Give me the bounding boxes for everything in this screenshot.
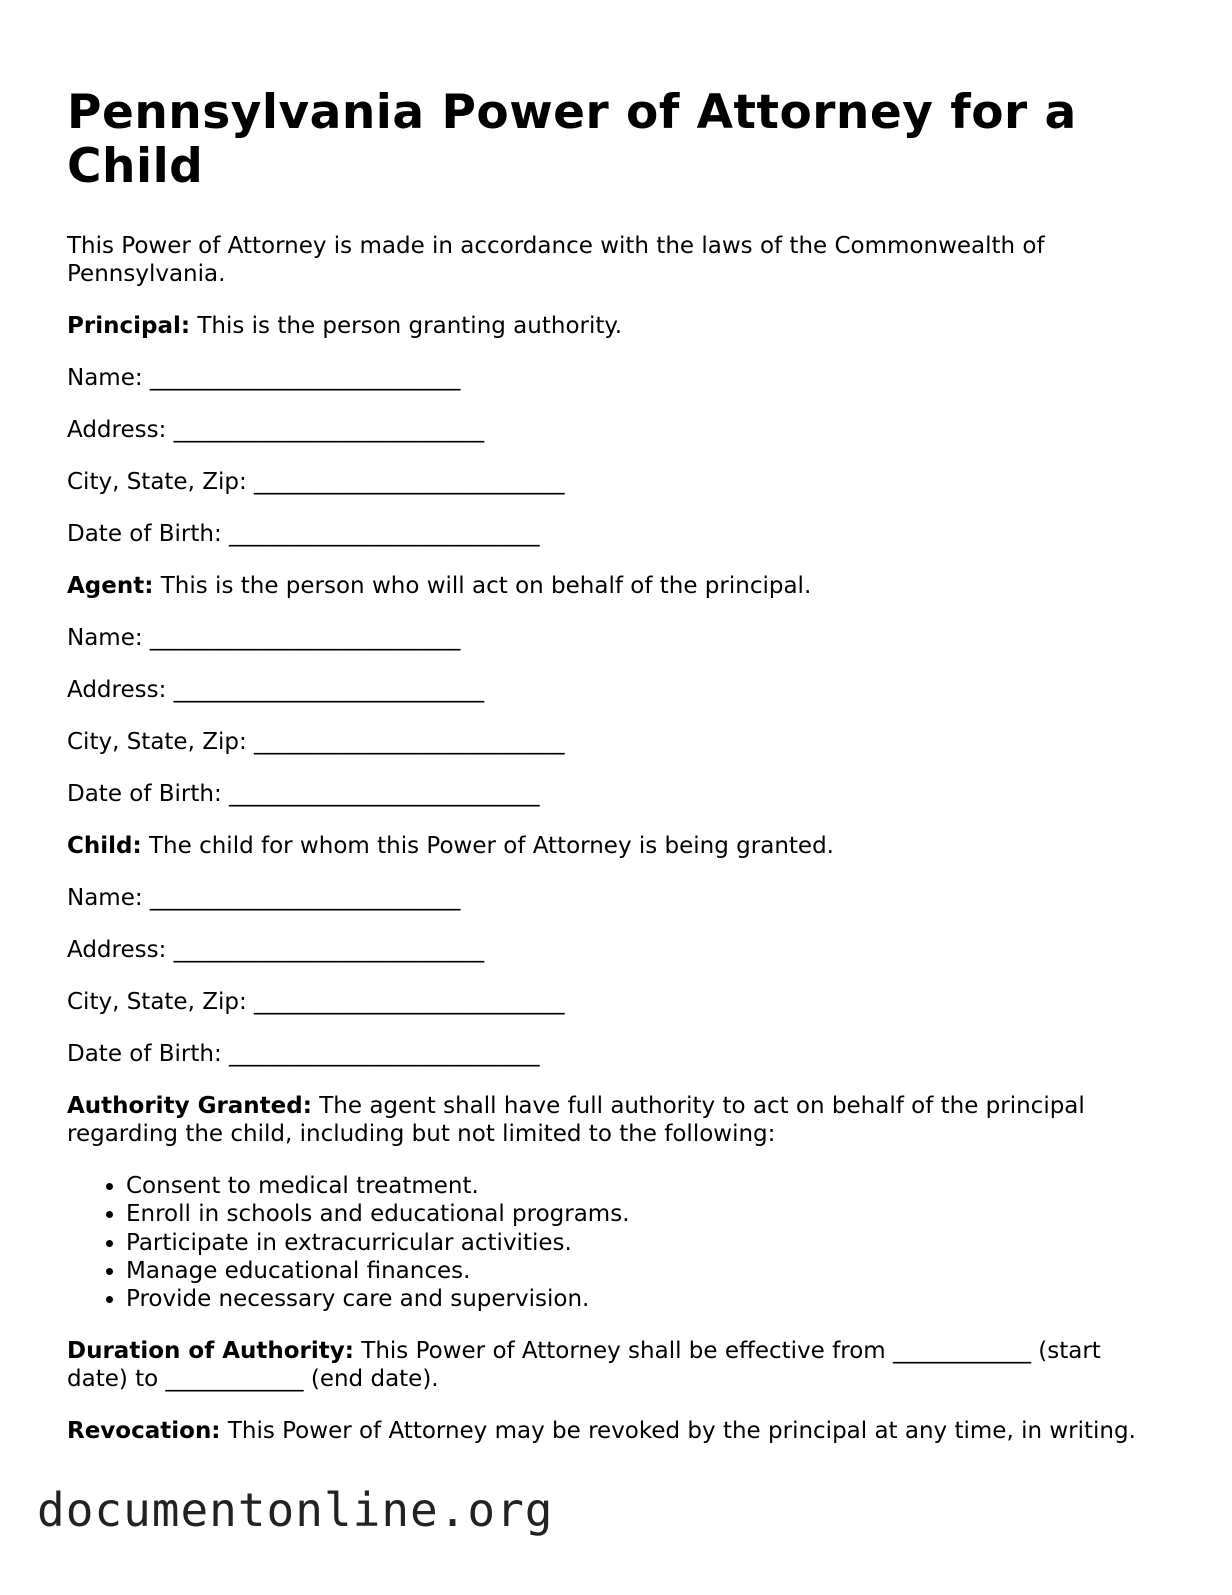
document-title: Pennsylvania Power of Attorney for a Child	[67, 85, 1077, 194]
principal-name-field: Name: ___________________________	[67, 365, 461, 391]
site-watermark: documentonline.org	[37, 1483, 554, 1537]
agent-address-field: Address: ___________________________	[67, 677, 485, 703]
agent-label: Agent:	[67, 573, 154, 599]
principal-city-state-zip-field: City, State, Zip: ___________________________	[67, 469, 565, 495]
child-address-field: Address: ___________________________	[67, 937, 485, 963]
child-label: Child:	[67, 833, 142, 859]
intro-paragraph: This Power of Attorney is made in accordance with the laws of the Commonwealth of Pennsylvania.	[67, 233, 1045, 287]
principal-heading	[67, 312, 1157, 340]
list-item: • Enroll in schools and educational programs.	[126, 1200, 1157, 1228]
list-item: • Provide necessary care and supervision.	[126, 1285, 1157, 1313]
duration-label: Duration of Authority:	[67, 1338, 354, 1365]
authority-description: The agent shall have full authority to act on behalf of the principal regarding the child, including but not limited to the following:	[67, 1093, 1085, 1147]
principal-date-of-birth-field: Date of Birth: ___________________________	[67, 521, 540, 547]
agent-description: This is the person who will act on behalf of the principal.	[153, 573, 812, 599]
list-item: • Manage educational finances.	[126, 1257, 1157, 1285]
authority-heading	[67, 1092, 1157, 1148]
child-name-field: Name: ___________________________	[67, 885, 461, 911]
authority-label: Authority Granted:	[67, 1093, 312, 1119]
duration-text: This Power of Attorney shall be effective from ____________ (start date) to ____________ (end date).	[67, 1338, 1101, 1393]
child-heading	[67, 832, 1157, 860]
revocation-paragraph	[67, 1417, 1157, 1445]
child-date-of-birth-field: Date of Birth: ___________________________	[67, 1041, 540, 1067]
agent-city-state-zip-field: City, State, Zip: ___________________________	[67, 729, 565, 755]
agent-heading	[67, 572, 1157, 600]
duration-paragraph	[67, 1337, 1157, 1393]
child-city-state-zip-field: City, State, Zip: ___________________________	[67, 989, 565, 1015]
list-item: • Consent to medical treatment.	[126, 1172, 1157, 1200]
document-page	[67, 86, 1157, 1445]
list-item: • Participate in extracurricular activities.	[126, 1229, 1157, 1257]
principal-description: This is the person granting authority.	[190, 313, 623, 339]
principal-address-field: Address: ___________________________	[67, 417, 485, 443]
revocation-text: This Power of Attorney may be revoked by the principal at any time, in writing.	[220, 1418, 1136, 1445]
child-description: The child for whom this Power of Attorney is being granted.	[141, 833, 834, 859]
principal-label: Principal:	[67, 313, 191, 339]
agent-date-of-birth-field: Date of Birth: ___________________________	[67, 781, 540, 807]
revocation-label: Revocation:	[67, 1418, 221, 1445]
agent-name-field: Name: ___________________________	[67, 625, 461, 651]
authority-list	[67, 1172, 1157, 1313]
